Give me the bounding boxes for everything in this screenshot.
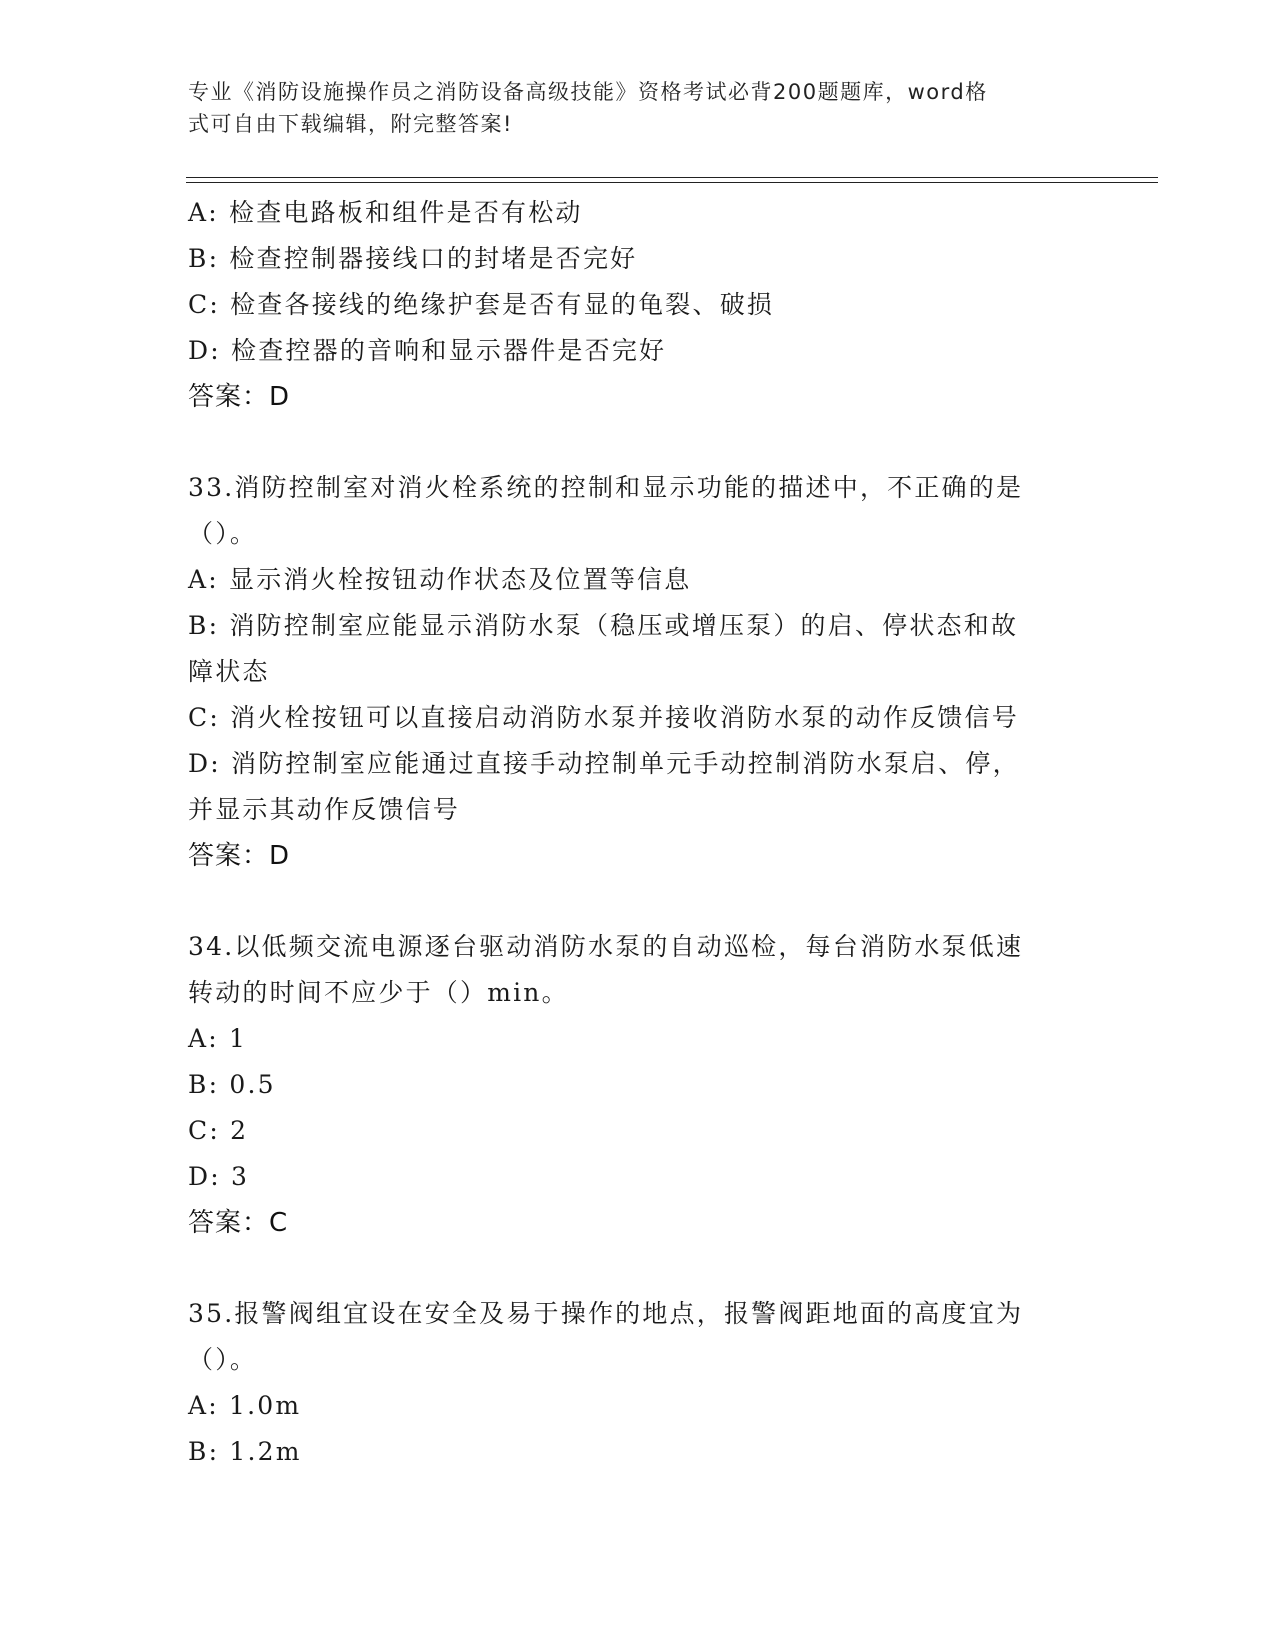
answer-line: 答案：D [188,841,291,871]
document-header [188,76,1088,140]
question-list [188,190,1088,1475]
question-34-block [188,924,1088,1246]
option-a: A: 显示消火栓按钮动作状态及位置等信息 [188,565,692,594]
option-d: D: 3 [188,1162,250,1191]
question-stem-cont: （）。 [188,519,258,548]
question-stem: 34.以低频交流电源逐台驱动消防水泵的自动巡检，每台消防水泵低速 [188,932,1024,961]
option-a: A: 检查电路板和组件是否有松动 [188,198,583,227]
option-c: C: 消火栓按钮可以直接启动消防水泵并接收消防水泵的动作反馈信号 [188,703,1019,732]
option-a: A: 1 [188,1024,248,1053]
header-line-2: 式可自由下载编辑，附完整答案! [188,112,513,136]
option-a: A: 1.0m [188,1391,302,1420]
spacer [188,1246,1088,1291]
question-35-block [188,1291,1088,1475]
spacer [188,420,1088,465]
option-b: B: 1.2m [188,1437,302,1466]
question-stem: 35.报警阀组宜设在安全及易于操作的地点，报警阀距地面的高度宜为 [188,1299,1024,1328]
option-c: C: 2 [188,1116,249,1145]
question-stem-cont: （）。 [188,1345,258,1374]
option-c: C: 检查各接线的绝缘护套是否有显的龟裂、破损 [188,290,775,319]
option-d-cont: 并显示其动作反馈信号 [188,795,461,824]
answer-line: 答案：D [188,382,291,412]
question-33-block [188,465,1088,879]
option-d: D: 消防控制室应能通过直接手动控制单元手动控制消防水泵启、停， [188,749,1020,778]
option-b: B: 0.5 [188,1070,276,1099]
header-rule-top [186,177,1158,178]
option-d: D: 检查控器的音响和显示器件是否完好 [188,336,667,365]
question-stem-cont: 转动的时间不应少于（）min。 [188,978,569,1007]
header-rule-bottom [186,182,1158,183]
header-line-1: 专业《消防设施操作员之消防设备高级技能》资格考试必背200题题库，word格 [188,80,988,104]
option-b: B: 检查控制器接线口的封堵是否完好 [188,244,638,273]
spacer [188,879,1088,924]
option-b: B: 消防控制室应能显示消防水泵（稳压或增压泵）的启、停状态和故 [188,611,1019,640]
question-32-block [188,190,1088,420]
option-b-cont: 障状态 [188,657,270,686]
question-stem: 33.消防控制室对消火栓系统的控制和显示功能的描述中，不正确的是 [188,473,1024,502]
answer-line: 答案：C [188,1208,289,1238]
